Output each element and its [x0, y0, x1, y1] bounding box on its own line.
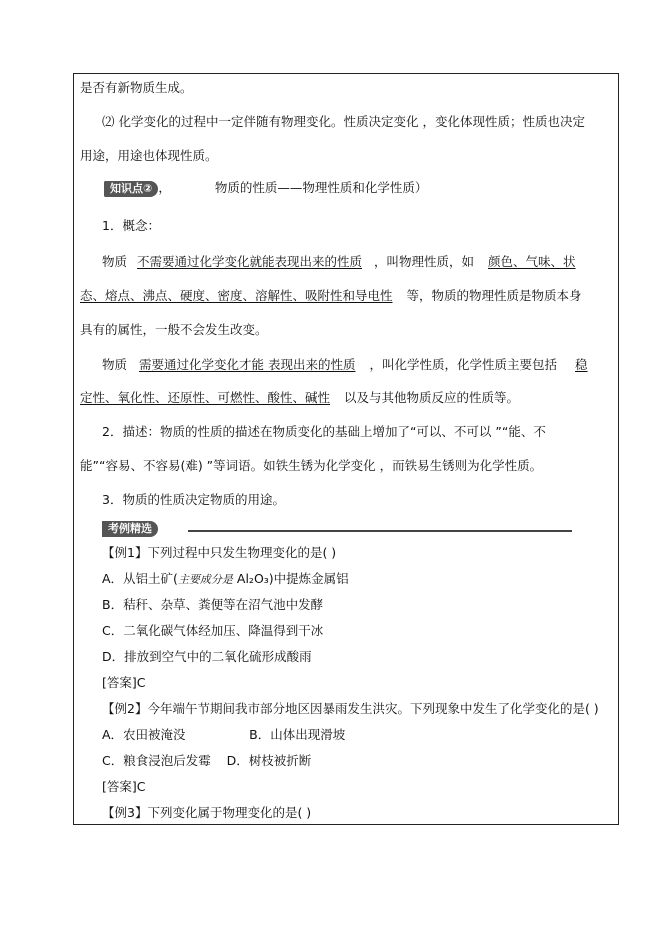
ex2-answer: [答案]C [102, 779, 146, 794]
kp-comma: ， [158, 180, 171, 195]
chem-c: ，叫化学性质，化学性质主要包括 [369, 357, 558, 372]
ex1-a-note: 主要成分是 [177, 573, 233, 586]
chem-line2 [80, 390, 519, 406]
kp-title: 物质的性质——物理性质和化学性质） [214, 180, 428, 195]
knowledge-point-badge: 知识点② [104, 181, 158, 197]
use-line: 3．物质的性质决定物质的用途。 [102, 492, 285, 507]
knowledge-point-heading [104, 180, 427, 197]
content-frame [73, 73, 619, 825]
phys-c: ，叫物理性质，如 [374, 254, 475, 269]
desc-line2: 能”“容易、不容易(难) ”等词语。如铁生锈为化学变化 ，而铁易生锈则为化学性质。 [80, 458, 543, 473]
phys-blank-examples-2: 态、熔点、沸点、硬度、密度、溶解性、吸附性和导电性 [80, 288, 393, 303]
phys-blank-definition: 不需要通过化学变化就能表现出来的性质 [137, 254, 363, 269]
chem-f: 以及与其他物质反应的性质等。 [344, 390, 520, 405]
ex1-option-c: C．二氧化碳气体经加压、降温得到干冰 [102, 623, 324, 638]
phys-a: 物质 [102, 254, 128, 269]
exam-examples-badge: 考例精选 [102, 521, 158, 537]
exam-examples-bar [102, 521, 572, 535]
ex1-question: 【例1】下列过程中只发生物理变化的是( ) [102, 545, 337, 560]
chem-line1 [102, 357, 588, 373]
phys-line2 [80, 288, 582, 304]
phys-f: 等，物质的物理性质是物质本身 [406, 288, 582, 303]
phys-line1 [102, 254, 576, 270]
exam-divider [188, 530, 572, 532]
para2-line2: 用途，用途也体现性质。 [80, 148, 218, 163]
phys-blank-examples-1: 颜色、气味、状 [488, 254, 576, 269]
ex1-a-pre: A．从铝土矿( [102, 571, 178, 586]
ex1-answer: [答案]C [102, 675, 146, 690]
ex2-question: 【例2】今年端午节期间我市部分地区因暴雨发生洪灾。下列现象中发生了化学变化的是( ) [102, 701, 599, 716]
para2-line1: ⑵ 化学变化的过程中一定伴随有物理变化。性质决定变化 ，变化体现性质；性质也决定 [102, 114, 585, 129]
chem-a: 物质 [102, 357, 128, 372]
chem-blank-examples-1: 稳 [575, 357, 588, 372]
ex1-option-a [102, 571, 349, 588]
para1-end: 是否有新物质生成。 [80, 80, 193, 95]
phys-line3: 具有的属性，一般不会发生改变。 [80, 322, 268, 337]
chem-blank-examples-2: 定性、氧化性、还原性、可燃性、酸性、碱性 [80, 390, 331, 405]
desc-line1: 2．描述：物质的性质的描述在物质变化的基础上增加了“可以、不可以 ”“能、不 [102, 424, 546, 439]
ex3-question: 【例3】下列变化属于物理变化的是( ) [102, 805, 312, 820]
concept-heading: 1．概念： [102, 218, 160, 233]
ex1-a-post: Al₂O₃)中提炼金属铝 [232, 571, 349, 586]
ex1-option-b: B．秸秆、杂草、粪便等在沼气池中发酵 [102, 597, 324, 612]
ex1-option-d: D．排放到空气中的二氧化硫形成酸雨 [102, 649, 312, 664]
chem-blank-definition: 需要通过化学变化才能 表现出来的性质 [139, 357, 356, 372]
ex2-options-ab: A．农田被淹没 B．山体出现滑坡 [102, 727, 346, 742]
ex2-options-cd: C．粮食浸泡后发霉 D．树枝被折断 [102, 753, 312, 768]
